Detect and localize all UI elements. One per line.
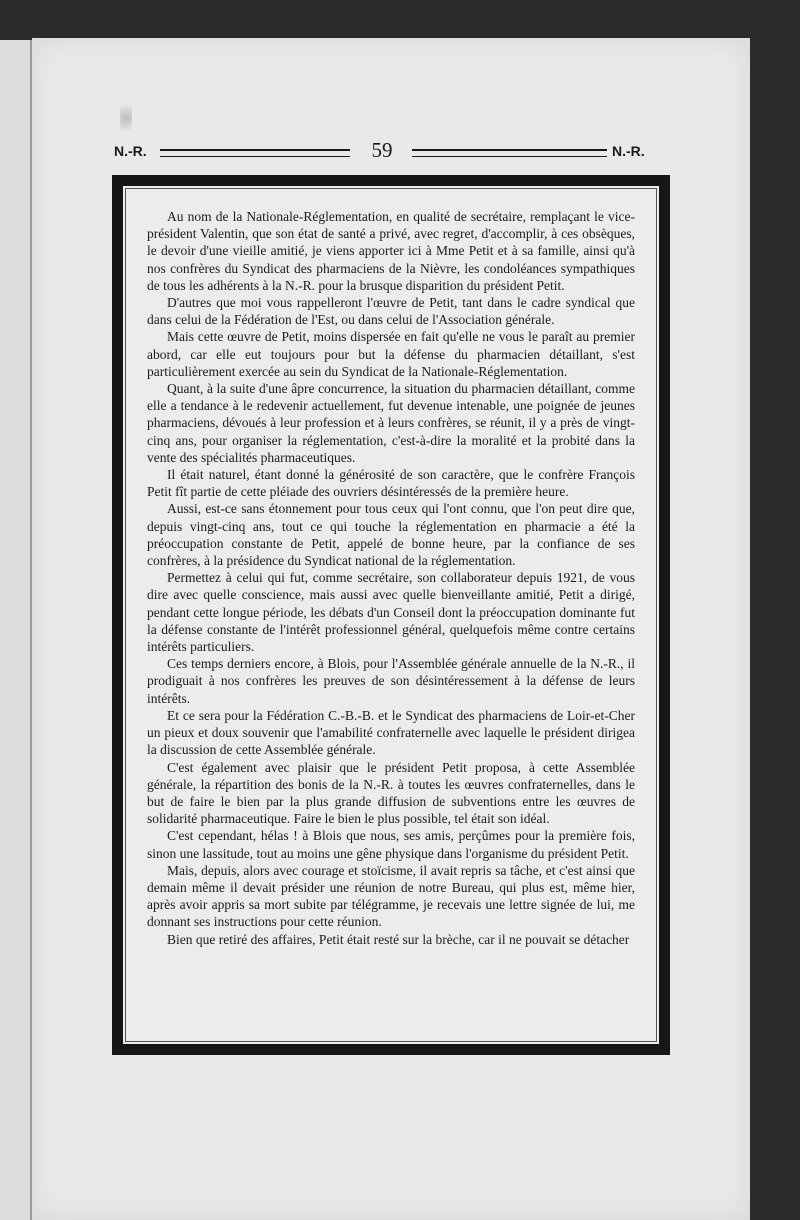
running-head xyxy=(32,138,750,168)
paragraph: C'est cependant, hélas ! à Blois que nous, ses amis, perçûmes pour la première fois, sinon une lassitude, tout au moins une gêne physique dans l'organisme du président Petit. xyxy=(147,828,635,861)
running-head-right-rule xyxy=(412,149,607,157)
eulogy-text xyxy=(147,208,635,948)
book-page xyxy=(32,38,750,1220)
paragraph: Et ce sera pour la Fédération C.-B.-B. et le Syndicat des pharmaciens de Loir-et-Cher un pieux et doux souvenir que l'amabilité confraternelle avec laquelle le président dirigea la discussion de cette Assemblée générale. xyxy=(147,707,635,758)
running-head-left-rule xyxy=(160,149,350,157)
page-smudge xyxy=(120,98,132,138)
paragraph: Aussi, est-ce sans étonnement pour tous ceux qui l'ont connu, que l'on peut dire que, depuis vingt-cinq ans, tout ce qui touche la réglementation en pharmacie a été la préoccupation constante de Petit, appelé de bonne heure, par la confiance de ses confrères, à la présidence du Syndicat national de la réglementation. xyxy=(147,501,635,569)
paragraph: D'autres que moi vous rappelleront l'œuvre de Petit, tant dans le cadre syndical que dans celui de la Fédération de l'Est, ou dans celui de l'Association générale. xyxy=(147,295,635,328)
mourning-border-frame xyxy=(112,175,670,1055)
paragraph: Ces temps derniers encore, à Blois, pour l'Assemblée générale annuelle de la N.-R., il prodiguait à nos confrères les preuves de son désintéressement à la défense de leurs intérêts. xyxy=(147,656,635,706)
paragraph: Mais, depuis, alors avec courage et stoïcisme, il avait repris sa tâche, et c'est ainsi que demain même il devait présider une réunion de notre Bureau, qui plus est, même hier, après avoir appris sa mort subite par télégramme, je recevais une lettre signée de lui, me donnant ses instructions pour cette réunion. xyxy=(147,862,635,930)
facing-page-edge xyxy=(0,40,32,1220)
scan-background-edge xyxy=(750,38,800,1220)
running-head-right-label: N.-R. xyxy=(612,143,645,159)
paragraph: Bien que retiré des affaires, Petit était resté sur la brèche, car il ne pouvait se détacher xyxy=(167,931,630,947)
page-number: 59 xyxy=(371,138,393,162)
paragraph: Au nom de la Nationale-Réglementation, en qualité de secrétaire, remplaçant le vice-président Valentin, que son état de santé a privé, avec regret, d'accomplir, à ces obsèques, le devoir d'une vieille amitié, je viens apporter ici à Mme Petit et à sa famille, ainsi qu'à nos confrères du Syndicat des pharmaciens de la Nièvre, les condoléances sympathiques de tous les adhérents à la N.-R. pour la brusque disparition du président Petit. xyxy=(147,209,635,293)
paragraph: Mais cette œuvre de Petit, moins dispersée en fait qu'elle ne vous le paraît au premier abord, car elle eut toujours pour but la défense du pharmacien détaillant, s'est particulièrement exercée au sein du Syndicat de la Nationale-Réglementation. xyxy=(147,329,635,379)
paragraph: C'est également avec plaisir que le président Petit proposa, à cette Assemblée générale, la répartition des bonis de la N.-R. à toutes les œuvres confraternelles, dans le but de faire le bien par la plus grande diffusion de subventions entre les œuvres de solidarité pharmaceutique. Faire le bien le plus possible, tel était son idéal. xyxy=(147,759,635,827)
running-head-left-label: N.-R. xyxy=(114,143,147,159)
paragraph: Il était naturel, étant donné la générosité de son caractère, que le confrère François Petit fît partie de cette pléiade des ouvriers désintéressés de la première heure. xyxy=(147,467,635,500)
paragraph: Permettez à celui qui fut, comme secrétaire, son collaborateur depuis 1921, de vous dire avec quelle conscience, mais aussi avec quelle bienveillante amitié, Petit a dirigé, pendant cette longue période, les débats d'un Conseil dont la préoccupation dominante fut la défense constante de l'intérêt professionnel général, quelquefois même contre certains intérêts particuliers. xyxy=(147,570,635,655)
paragraph: Quant, à la suite d'une âpre concurrence, la situation du pharmacien détaillant, comme elle a tendance à le redevenir actuellement, fut devenue intenable, une poignée de jeunes pharmaciens, dévoués à leur profession et à leurs confrères, se réunit, il y a près de vingt-cinq ans, pour organiser la réglementation, c'est-à-dire la moralité et la probité dans la vente des spécialités pharmaceutiques. xyxy=(147,381,635,465)
